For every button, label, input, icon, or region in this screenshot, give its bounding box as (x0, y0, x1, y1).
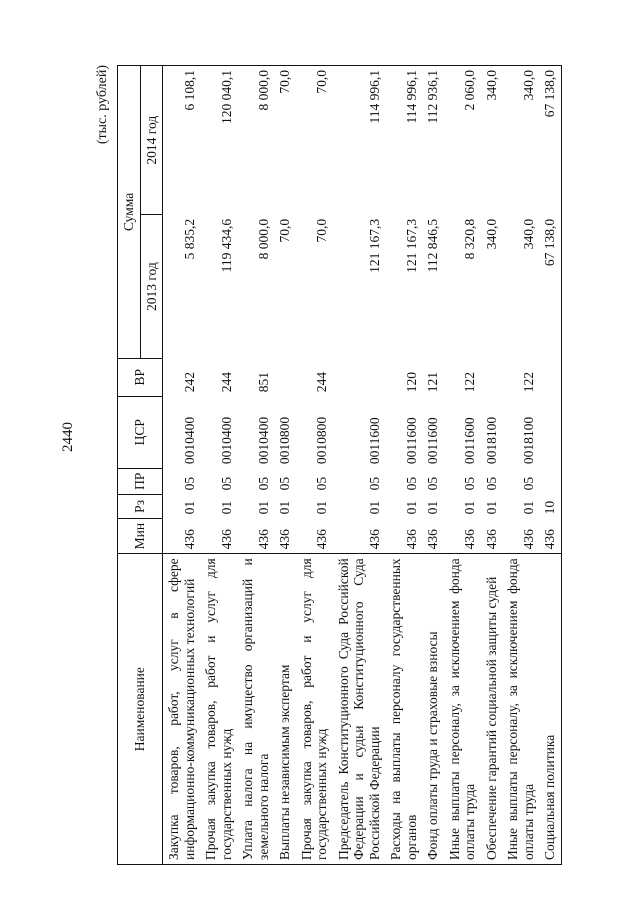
row-pr: 05 (366, 476, 382, 491)
row-pr: 05 (277, 476, 293, 491)
row-min: 436 (218, 529, 234, 550)
row-csr: 0010400 (218, 416, 234, 465)
row-vr (274, 358, 296, 396)
header-year-2014: 2014 год (140, 66, 163, 215)
row-vr: 120 (403, 372, 419, 393)
row-csr: 0011600 (462, 417, 478, 465)
row-name: Прочая закупка товаров, работ и услуг для государственных нужд (296, 554, 333, 865)
row-rz: 01 (218, 500, 234, 515)
row-pr: 05 (181, 476, 197, 491)
row-pr: 05 (462, 476, 478, 491)
table-row (200, 66, 237, 865)
row-sum-2013: 70,0 (277, 218, 293, 243)
table-row (422, 66, 444, 865)
row-sum-2014: 114 996,1 (385, 66, 422, 215)
row-rz: 01 (366, 500, 382, 515)
row-sum-2014: 340,0 (502, 66, 539, 215)
row-rz: 10 (539, 494, 561, 518)
table-row (333, 66, 386, 865)
row-sum-2013: 340,0 (483, 218, 499, 250)
row-rz: 01 (425, 500, 441, 515)
header-csr: ЦСР (118, 396, 163, 468)
row-sum-2013: 119 434,6 (218, 218, 234, 273)
row-sum-2014: 2 060,0 (444, 66, 481, 215)
page-number: 2440 (60, 422, 76, 452)
row-min: 436 (255, 529, 271, 550)
unit-note: (тыс. рублей) (95, 65, 110, 145)
row-name: Фонд оплаты труда и страховые взносы (422, 554, 444, 865)
row-min: 436 (314, 529, 330, 550)
row-name: Прочая закупка товаров, работ и услуг для государственных нужд (200, 554, 237, 865)
row-vr: 244 (218, 372, 234, 393)
row-pr (539, 468, 561, 494)
row-sum-2013: 340,0 (520, 218, 536, 250)
row-rz: 01 (277, 500, 293, 515)
row-sum-2013: 112 846,5 (425, 218, 441, 273)
row-csr: 0018100 (520, 416, 536, 465)
table-row (481, 66, 503, 865)
row-sum-2013: 8 000,0 (255, 218, 271, 260)
row-name: Иные выплаты персоналу, за исключением фонда оплаты труда (444, 554, 481, 865)
row-rz: 01 (255, 500, 271, 515)
row-sum-2014: 8 000,0 (237, 66, 274, 215)
row-pr: 05 (483, 476, 499, 491)
row-min: 436 (181, 529, 197, 550)
header-vr: ВР (118, 358, 163, 396)
table-header (118, 66, 163, 865)
row-sum-2014: 70,0 (296, 66, 333, 215)
row-name: Расходы на выплаты персоналу государственных органов (385, 554, 422, 865)
row-pr: 05 (403, 476, 419, 491)
row-rz: 01 (462, 500, 478, 515)
header-sum: Сумма (118, 66, 141, 359)
row-sum-2013: 67 138,0 (539, 215, 561, 358)
row-vr (539, 358, 561, 396)
table-row (385, 66, 422, 865)
table-body (163, 66, 562, 865)
row-rz: 01 (520, 500, 536, 515)
row-sum-2014: 114 996,1 (333, 66, 386, 215)
table-row (296, 66, 333, 865)
row-sum-2013: 8 320,8 (462, 218, 478, 260)
row-csr: 0018100 (483, 416, 499, 465)
header-min: Мин (118, 518, 163, 553)
row-min: 436 (277, 529, 293, 550)
budget-table (117, 65, 562, 865)
row-min: 436 (462, 529, 478, 550)
header-pr: ПР (118, 468, 163, 494)
row-sum-2014: 112 936,1 (422, 66, 444, 215)
row-sum-2013: 121 167,3 (366, 218, 382, 273)
row-min: 436 (539, 518, 561, 553)
row-name: Председатель Конституционного Суда Российской Федерации и судьи Конституционного Суда Российской Федерации (333, 554, 386, 865)
row-pr: 05 (425, 476, 441, 491)
row-name: Выплаты независимым экспертам (274, 554, 296, 865)
row-min: 436 (425, 529, 441, 550)
row-vr (481, 358, 503, 396)
row-name: Социальная политика (539, 554, 561, 865)
row-csr: 0010800 (277, 416, 293, 465)
table-row (274, 66, 296, 865)
row-csr (539, 396, 561, 468)
row-sum-2014: 340,0 (481, 66, 503, 215)
row-min: 436 (366, 529, 382, 550)
row-sum-2014: 6 108,1 (163, 66, 201, 215)
header-year-2013: 2013 год (140, 215, 163, 358)
row-rz: 01 (483, 500, 499, 515)
row-min: 436 (483, 529, 499, 550)
row-name: Иные выплаты персоналу, за исключением фонда оплаты труда (502, 554, 539, 865)
row-pr: 05 (218, 476, 234, 491)
row-min: 436 (403, 529, 419, 550)
table-row (539, 66, 561, 865)
row-sum-2014: 70,0 (274, 66, 296, 215)
header-name: Наименование (118, 554, 163, 865)
row-vr: 244 (314, 372, 330, 393)
row-rz: 01 (314, 500, 330, 515)
row-csr: 0010800 (314, 416, 330, 465)
row-sum-2014: 120 040,1 (200, 66, 237, 215)
row-csr: 0010400 (255, 416, 271, 465)
budget-table-sheet (95, 65, 575, 865)
row-csr: 0010400 (181, 416, 197, 465)
row-vr: 121 (425, 372, 441, 393)
row-sum-2013: 5 835,2 (181, 218, 197, 260)
row-rz: 01 (403, 500, 419, 515)
row-pr: 05 (255, 476, 271, 491)
row-sum-2013: 121 167,3 (403, 218, 419, 273)
row-csr: 0011600 (425, 417, 441, 465)
row-rz: 01 (181, 500, 197, 515)
row-sum-2013: 70,0 (314, 218, 330, 243)
header-rz: Рз (118, 494, 163, 518)
row-name: Обеспечение гарантий социальной защиты судей (481, 554, 503, 865)
row-pr: 05 (314, 476, 330, 491)
row-min: 436 (520, 529, 536, 550)
row-vr: 242 (181, 372, 197, 393)
row-sum-2014: 67 138,0 (539, 66, 561, 215)
row-vr: 122 (462, 372, 478, 393)
row-vr (333, 358, 386, 396)
row-vr: 122 (520, 372, 536, 393)
row-name: Уплата налога на имущество организаций и земельного налога (237, 554, 274, 865)
table-row (237, 66, 274, 865)
row-vr: 851 (255, 372, 271, 393)
table-row (502, 66, 539, 865)
row-csr: 0011600 (403, 417, 419, 465)
row-csr: 0011600 (366, 417, 382, 465)
row-pr: 05 (520, 476, 536, 491)
table-row (444, 66, 481, 865)
row-name: Закупка товаров, работ, услуг в сфере информационно-коммуникационных технологий (163, 554, 201, 865)
table-row (163, 66, 201, 865)
